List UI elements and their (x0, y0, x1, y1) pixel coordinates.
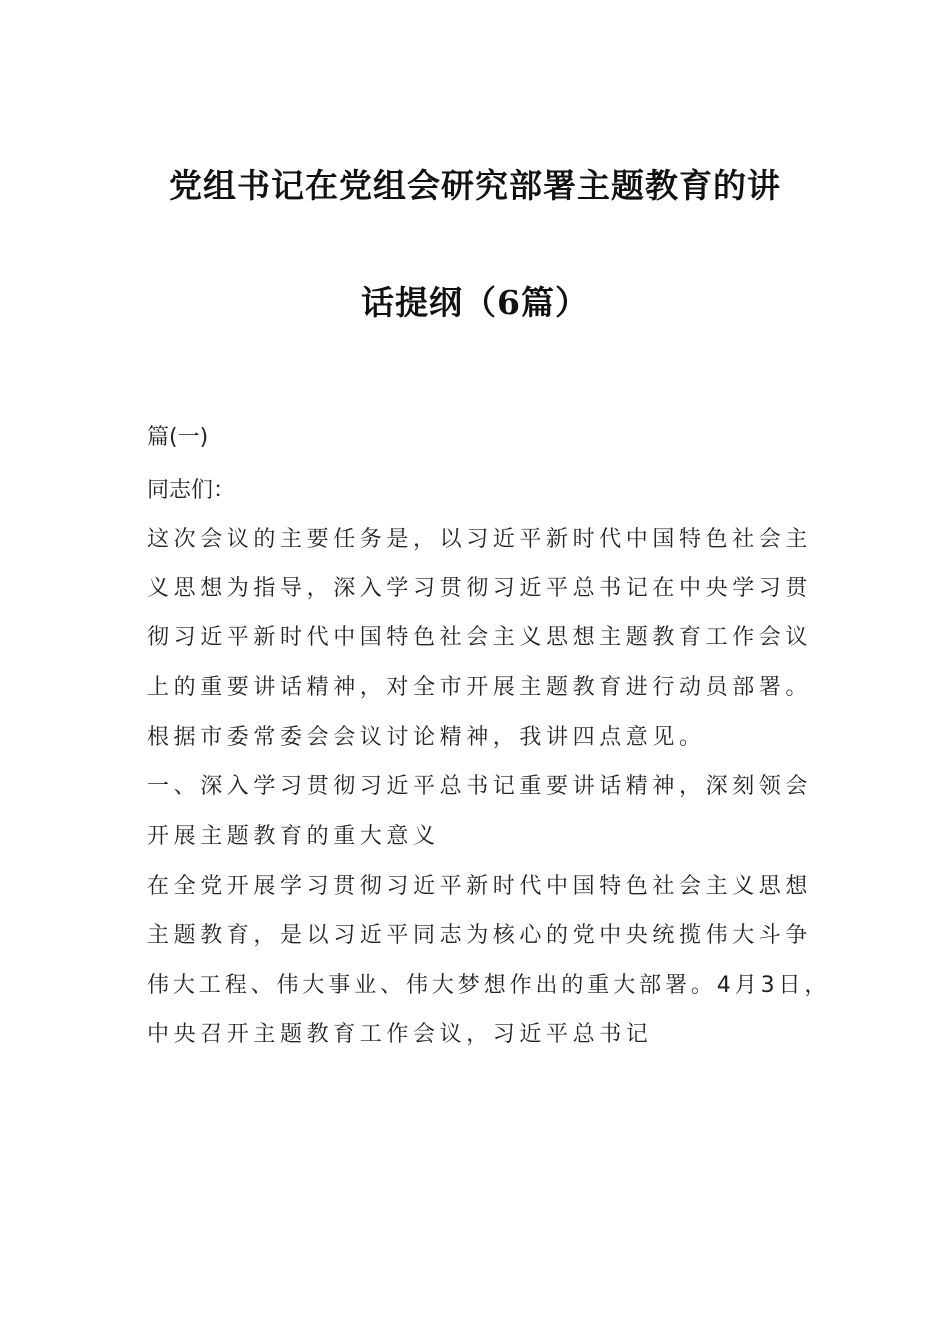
subheading-line: 开展主题教育的重大意义 (147, 824, 440, 849)
paragraph-line: 中央召开主题教育工作会议，习近平总书记 (147, 1022, 653, 1047)
document-title-line-1: 党组书记在党组会研究部署主题教育的讲 (169, 166, 781, 205)
paragraph-line: 根据市委常委会会议讨论精神，我讲四点意见。 (147, 725, 706, 750)
paragraph-line: 彻习近平新时代中国特色社会主义思想主题教育工作会议 (147, 625, 813, 650)
subheading-line: 一、深入学习贯彻习近平总书记重要讲话精神，深刻领会 (147, 774, 813, 799)
paragraph-line: 伟大工程、伟大事业、伟大梦想作出的重大部署。4月3日， (147, 973, 831, 998)
paragraph-line: 这次会议的主要任务是，以习近平新时代中国特色社会主 (147, 527, 813, 552)
paragraph-line: 在全党开展学习贯彻习近平新时代中国特色社会主义思想 (147, 874, 813, 899)
document-title-line-2: 话提纲（6篇） (361, 283, 589, 322)
section-heading: 篇(一) (147, 425, 209, 450)
paragraph-line: 主题教育，是以习近平同志为核心的党中央统揽伟大斗争 (147, 923, 813, 948)
paragraph-line: 上的重要讲话精神，对全市开展主题教育进行动员部署。 (147, 675, 813, 700)
paragraph-line: 义思想为指导，深入学习贯彻习近平总书记在中央学习贯 (147, 576, 813, 601)
salutation: 同志们： (147, 478, 236, 503)
